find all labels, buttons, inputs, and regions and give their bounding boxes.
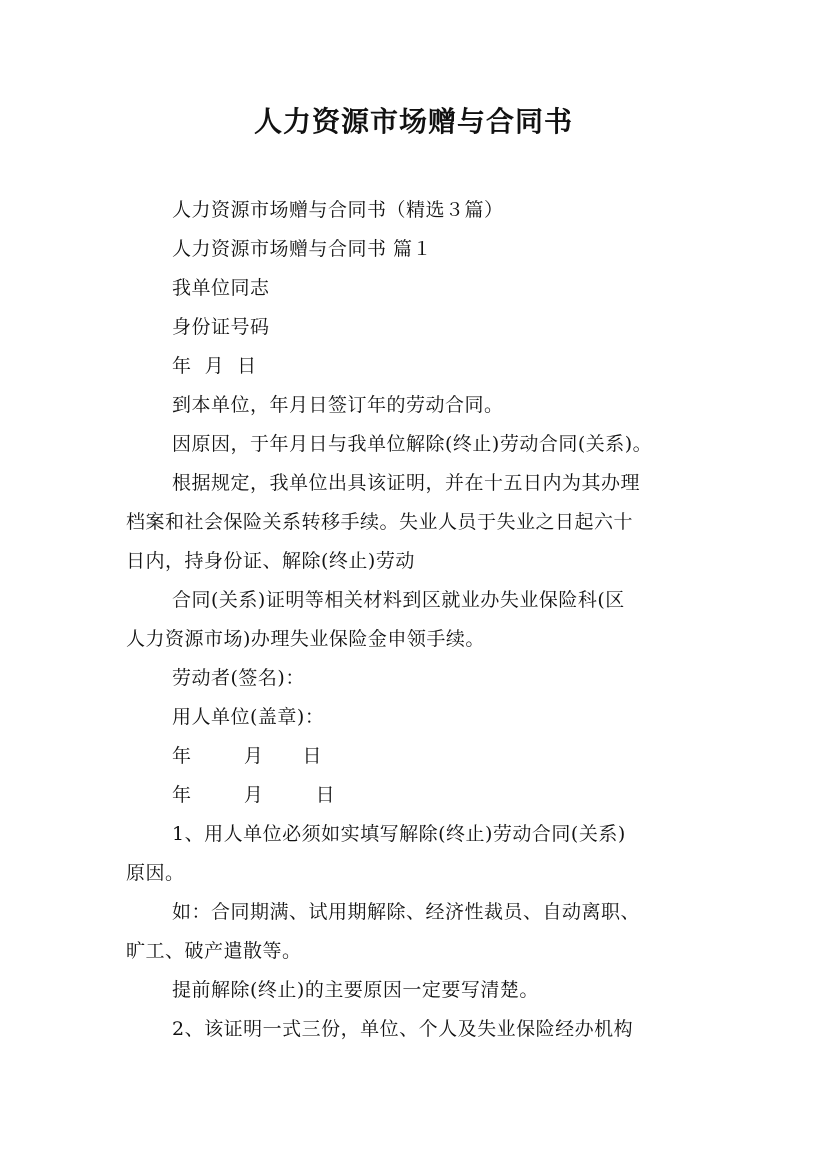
text-line: 合同(关系)证明等相关材料到区就业办失业保险科(区 [172, 589, 625, 611]
text-line: 年 月 日 [172, 355, 257, 377]
text-line: 日内，持身份证、解除(终止)劳动 [126, 550, 415, 572]
text-line: 劳动者(签名)： [172, 667, 305, 689]
text-line: 身份证号码 [172, 316, 270, 338]
text-line: 人力资源市场)办理失业保险金申领手续。 [126, 628, 485, 650]
text-line: 年 月 日 [172, 784, 336, 806]
text-line: 人力资源市场赠与合同书 篇１ [172, 238, 433, 260]
text-line: 我单位同志 [172, 277, 270, 299]
document-title: 人力资源市场赠与合同书 [253, 105, 573, 138]
text-line: 如：合同期满、试用期解除、经济性裁员、自动离职、 [172, 901, 641, 923]
text-line: 到本单位，年月日签订年的劳动合同。 [172, 394, 504, 416]
text-line: 原因。 [126, 862, 185, 884]
text-line: 1、用人单位必须如实填写解除(终止)劳动合同(关系) [172, 823, 626, 845]
text-line: 提前解除(终止)的主要原因一定要写清楚。 [172, 979, 539, 1001]
text-line: 因原因，于年月日与我单位解除(终止)劳动合同(关系)。 [172, 433, 653, 455]
text-line: 用人单位(盖章)： [172, 706, 325, 728]
text-line: 旷工、破产遣散等。 [126, 940, 302, 962]
text-line: 档案和社会保险关系转移手续。失业人员于失业之日起六十 [126, 511, 634, 533]
text-line: 2、该证明一式三份，单位、个人及失业保险经办机构 [172, 1018, 634, 1040]
text-line: 人力资源市场赠与合同书（精选３篇） [172, 199, 504, 221]
text-line: 根据规定，我单位出具该证明，并在十五日内为其办理 [172, 472, 641, 494]
text-line: 年 月 日 [172, 745, 323, 767]
